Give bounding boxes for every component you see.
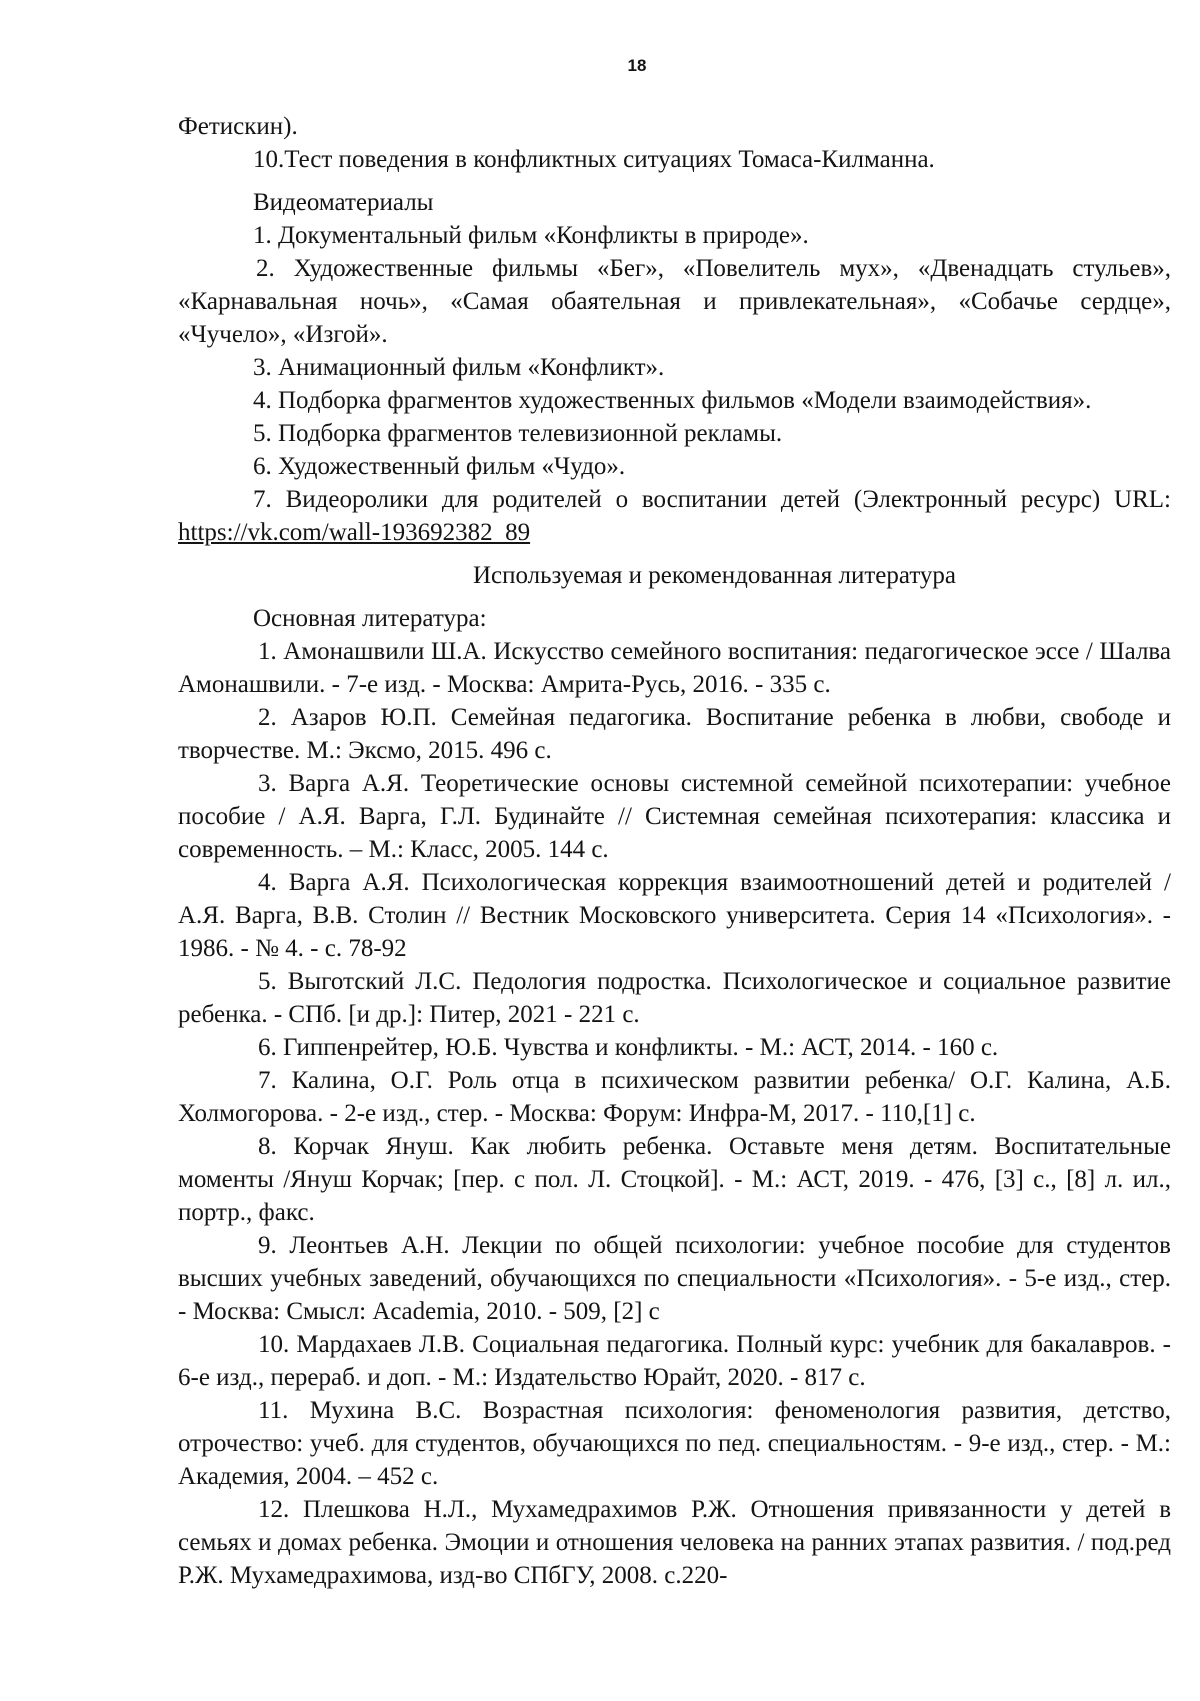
reference-item: 1. Амонашвили Ш.А. Искусство семейного воспитания: педагогическое эссе / Шалва Амонашвили. - 7-е изд. - Москва: Амрита-Русь, 2016. - 335 с. — [178, 638, 1171, 698]
page-content — [178, 110, 1171, 1592]
reference-item: 4. Варга А.Я. Психологическая коррекция взаимоотношений детей и родителей / А.Я. Варга, В.В. Столин // Вестник Московского университета. Серия 14 «Психология». - 1986. - № 4. - с. 78-92 — [178, 869, 1171, 962]
reference-item: 3. Варга А.Я. Теоретические основы системной семейной психотерапии: учебное пособие / А.Я. Варга, Г.Л. Будинайте // Системная семейная психотерапия: классика и современность. – М.: Класс, 2005. 144 с. — [178, 770, 1171, 863]
video-item-with-url — [178, 483, 1171, 549]
video-item: 6. Художественный фильм «Чудо». — [253, 453, 626, 480]
reference-item: 7. Калина, О.Г. Роль отца в психическом развитии ребенка/ О.Г. Калина, А.Б. Холмогорова. - 2-е изд., стер. - Москва: Форум: Инфра-М, 2017. - 110,[1] с. — [178, 1067, 1171, 1127]
video-item: 1. Документальный фильм «Конфликты в природе». — [253, 222, 809, 249]
video-item: 2. Художественные фильмы «Бег», «Повелитель мух», «Двенадцать стульев», «Карнавальная ночь», «Самая обаятельная и привлекательная», «Собачье сердце», «Чучело», «Изгой». — [178, 255, 1171, 348]
reference-item: 2. Азаров Ю.П. Семейная педагогика. Воспитание ребенка в любви, свободе и творчестве. М.: Эксмо, 2015. 496 с. — [178, 704, 1171, 764]
video-url-link[interactable]: https://vk.com/wall-193692382_89 — [178, 519, 531, 546]
reference-item: 5. Выготский Л.С. Педология подростка. Психологическое и социальное развитие ребенка. - СПб. [и др.]: Питер, 2021 - 221 с. — [178, 968, 1171, 1028]
video-heading: Видеоматериалы — [253, 189, 434, 216]
reference-item: 10. Мардахаев Л.В. Социальная педагогика. Полный курс: учебник для бакалавров. - 6-е изд., перераб. и доп. - М.: Издательство Юрайт, 2020. - 817 с. — [178, 1331, 1171, 1391]
text-line: Фетискин). — [178, 113, 298, 140]
text-line: 10.Тест поведения в конфликтных ситуациях Томаса-Килманна. — [253, 146, 935, 173]
video-item: 5. Подборка фрагментов телевизионной рекламы. — [253, 420, 783, 447]
page-number: 18 — [627, 56, 647, 75]
video-item-text: 7. Видеоролики для родителей о воспитании детей (Электронный ресурс) URL: — [253, 486, 1171, 513]
reference-item: 9. Леонтьев А.Н. Лекции по общей психологии: учебное пособие для студентов высших учебных заведений, обучающихся по специальности «Психология». - 5-е изд., стер. - Москва: Смысл: Academia, 2010. - 509, [2] с — [178, 1232, 1171, 1325]
literature-heading: Используемая и рекомендованная литература — [472, 562, 957, 589]
video-item: 3. Анимационный фильм «Конфликт». — [253, 354, 665, 381]
literature-subheading: Основная литература: — [253, 605, 487, 632]
reference-item: 8. Корчак Януш. Как любить ребенка. Оставьте меня детям. Воспитательные моменты /Януш Корчак; [пер. с пол. Л. Стоцкой]. - М.: АСТ, 2019. - 476, [3] с., [8] л. ил., портр., факс. — [178, 1133, 1171, 1226]
reference-item: 6. Гиппенрейтер, Ю.Б. Чувства и конфликты. - М.: АСТ, 2014. - 160 с. — [258, 1034, 999, 1061]
video-item: 4. Подборка фрагментов художественных фильмов «Модели взаимодействия». — [253, 387, 1092, 414]
reference-item: 12. Плешкова Н.Л., Мухамедрахимов Р.Ж. Отношения привязанности у детей в семьях и домах ребенка. Эмоции и отношения человека на ранних этапах развития. / под.ред Р.Ж. Мухамедрахимова, изд-во СПбГУ, 2008. с.220- — [178, 1496, 1171, 1589]
reference-item: 11. Мухина В.С. Возрастная психология: феноменология развития, детство, отрочество: учеб. для студентов, обучающихся по пед. специальностям. - 9-е изд., стер. - М.: Академия, 2004. – 452 с. — [178, 1397, 1171, 1490]
